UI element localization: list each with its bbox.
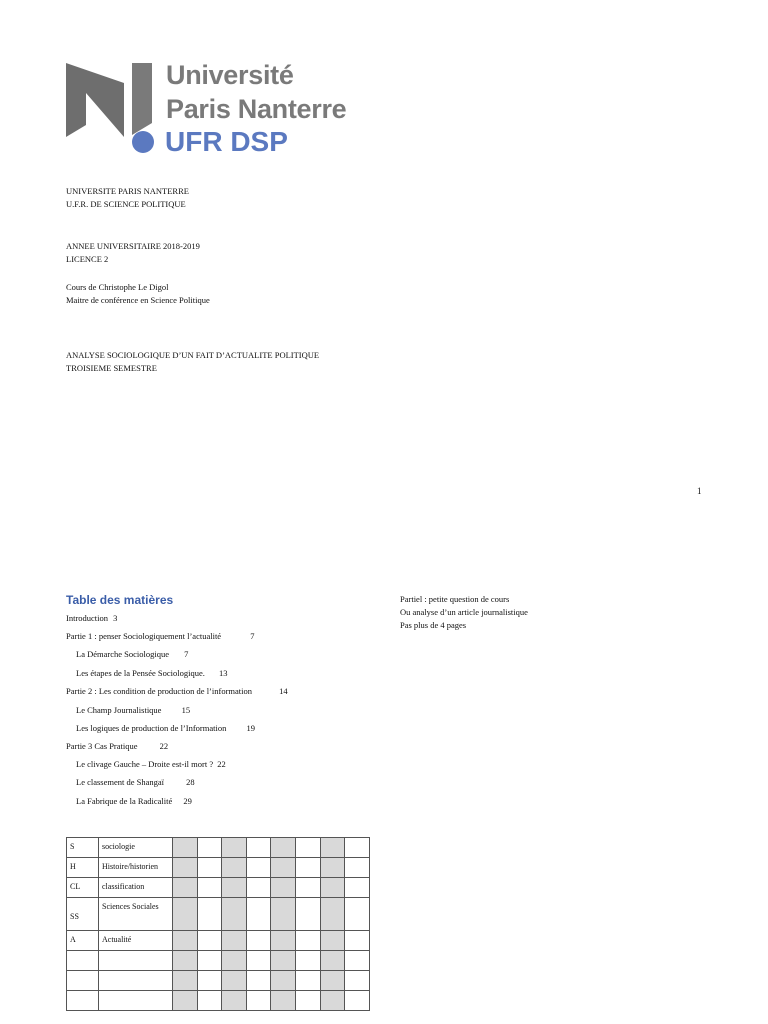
empty-cell [222,838,247,858]
empty-cell [246,898,271,931]
toc-item-page: 15 [181,705,191,715]
empty-cell [222,971,247,991]
logo-line-paris-nanterre: Paris Nanterre [166,94,347,124]
toc-item[interactable] [66,612,117,624]
empty-cell [173,838,198,858]
toc-item-page: 7 [184,649,189,659]
table-row [67,971,370,991]
abbreviation-cell: SS [67,898,99,931]
abbreviation-cell [67,991,99,1011]
empty-cell [345,931,370,951]
empty-cell [271,858,296,878]
toc-item[interactable] [66,685,288,697]
table-row [67,878,370,898]
meaning-cell [99,951,173,971]
empty-cell [271,931,296,951]
toc-item[interactable] [76,795,192,807]
toc-item[interactable] [76,648,188,660]
empty-cell [173,951,198,971]
empty-cell [173,858,198,878]
meaning-cell [99,991,173,1011]
toc-item-page: 29 [183,796,192,806]
table-row [67,898,370,931]
note-line: Ou analyse d’un article journalistique [400,607,528,617]
table-row [67,991,370,1011]
empty-cell [173,991,198,1011]
empty-cell [295,898,320,931]
toc-item[interactable] [76,758,226,770]
nanterre-logo-icon [66,63,154,137]
logo-ufr-text: UFR DSP [165,126,288,157]
note-line: Partiel : petite question de cours [400,594,510,604]
abbreviation-cell: A [67,931,99,951]
meaning-cell [99,971,173,991]
empty-cell [271,898,296,931]
toc-item-label: La Démarche Sociologique [76,649,169,659]
toc-item-label: Le classement de Shangaï [76,777,165,787]
empty-cell [222,951,247,971]
toc-item[interactable] [76,776,195,788]
toc-item-page: 3 [113,613,118,623]
empty-cell [246,951,271,971]
meaning-cell: classification [99,878,173,898]
empty-cell [197,878,222,898]
empty-cell [295,991,320,1011]
toc-item-page: 19 [246,723,255,733]
table-row [67,858,370,878]
university-logo [66,60,376,160]
empty-cell [271,951,296,971]
toc-item-label: La Fabrique de la Radicalité [76,796,173,806]
empty-cell [320,858,345,878]
empty-cell [222,898,247,931]
empty-cell [295,971,320,991]
abbreviation-cell [67,951,99,971]
toc-item-label: Partie 3 Cas Pratique [66,741,138,751]
empty-cell [222,931,247,951]
empty-cell [197,838,222,858]
empty-cell [246,878,271,898]
empty-cell [271,878,296,898]
abbreviation-table [66,837,370,1011]
toc-item[interactable] [66,630,254,642]
empty-cell [345,898,370,931]
abbreviation-cell: H [67,858,99,878]
empty-cell [295,931,320,951]
empty-cell [345,878,370,898]
toc-item-label: Le Champ Journalistique [76,705,162,715]
semester: TROISIEME SEMESTRE [66,363,157,373]
institution-name: UNIVERSITE PARIS NANTERRE [66,186,189,196]
licence-level: LICENCE 2 [66,254,109,264]
empty-cell [197,951,222,971]
toc-item-label: Le clivage Gauche – Droite est-il mort ? [76,759,214,769]
abbreviation-cell: S [67,838,99,858]
toc-item-page: 22 [217,759,226,769]
table-row [67,951,370,971]
toc-item[interactable] [66,740,168,752]
toc-item-page: 14 [279,686,288,696]
empty-cell [295,838,320,858]
toc-item-page: 13 [219,668,228,678]
empty-cell [295,858,320,878]
course-teacher: Cours de Christophe Le Digol [66,282,169,292]
empty-cell [345,951,370,971]
empty-cell [246,858,271,878]
empty-cell [173,898,198,931]
empty-cell [320,838,345,858]
empty-cell [197,898,222,931]
toc-item[interactable] [76,667,228,679]
toc-item[interactable] [76,704,190,716]
empty-cell [320,991,345,1011]
meaning-cell: sociologie [99,838,173,858]
toc-item[interactable] [76,722,255,734]
empty-cell [271,838,296,858]
empty-cell [173,931,198,951]
toc-item-label: Les logiques de production de l’Information [76,723,227,733]
empty-cell [246,838,271,858]
ufr-name: U.F.R. DE SCIENCE POLITIQUE [66,199,186,209]
empty-cell [222,858,247,878]
empty-cell [345,858,370,878]
empty-cell [345,971,370,991]
toc-item-page: 7 [250,631,255,641]
empty-cell [271,991,296,1011]
empty-cell [197,858,222,878]
empty-cell [197,991,222,1011]
toc-title: Table des matières [66,593,174,607]
logo-line-universite: Université [166,60,294,90]
teacher-role: Maitre de conférence en Science Politique [66,295,210,305]
empty-cell [320,951,345,971]
empty-cell [197,931,222,951]
empty-cell [246,971,271,991]
toc-item-page: 22 [159,741,169,751]
empty-cell [320,878,345,898]
empty-cell [222,991,247,1011]
meaning-cell: Histoire/historien [99,858,173,878]
empty-cell [173,878,198,898]
meaning-cell: Actualité [99,931,173,951]
meaning-cell: Sciences Sociales [99,898,173,931]
circle-icon [132,131,154,153]
logo-ufr [132,128,288,156]
toc-item-label: Les étapes de la Pensée Sociologique. [76,668,205,678]
empty-cell [295,878,320,898]
abbreviation-cell: CL [67,878,99,898]
course-subject: ANALYSE SOCIOLOGIQUE D’UN FAIT D’ACTUALITE POLITIQUE [66,350,320,360]
table-row [67,931,370,951]
note-line: Pas plus de 4 pages [400,620,467,630]
toc-item-label: Partie 1 : penser Sociologiquement l’actualité [66,631,222,641]
empty-cell [197,971,222,991]
empty-cell [320,971,345,991]
empty-cell [320,898,345,931]
toc-item-label: Introduction [66,613,109,623]
empty-cell [246,931,271,951]
toc-item-page: 28 [186,777,195,787]
empty-cell [173,971,198,991]
academic-year: ANNEE UNIVERSITAIRE 2018-2019 [66,241,200,251]
empty-cell [271,971,296,991]
empty-cell [295,951,320,971]
empty-cell [222,878,247,898]
table-row [67,838,370,858]
page-number: 1 [697,486,702,496]
toc-item-label: Partie 2 : Les condition de production de l’information [66,686,253,696]
empty-cell [246,991,271,1011]
abbreviation-cell [67,971,99,991]
empty-cell [320,931,345,951]
empty-cell [345,991,370,1011]
empty-cell [345,838,370,858]
